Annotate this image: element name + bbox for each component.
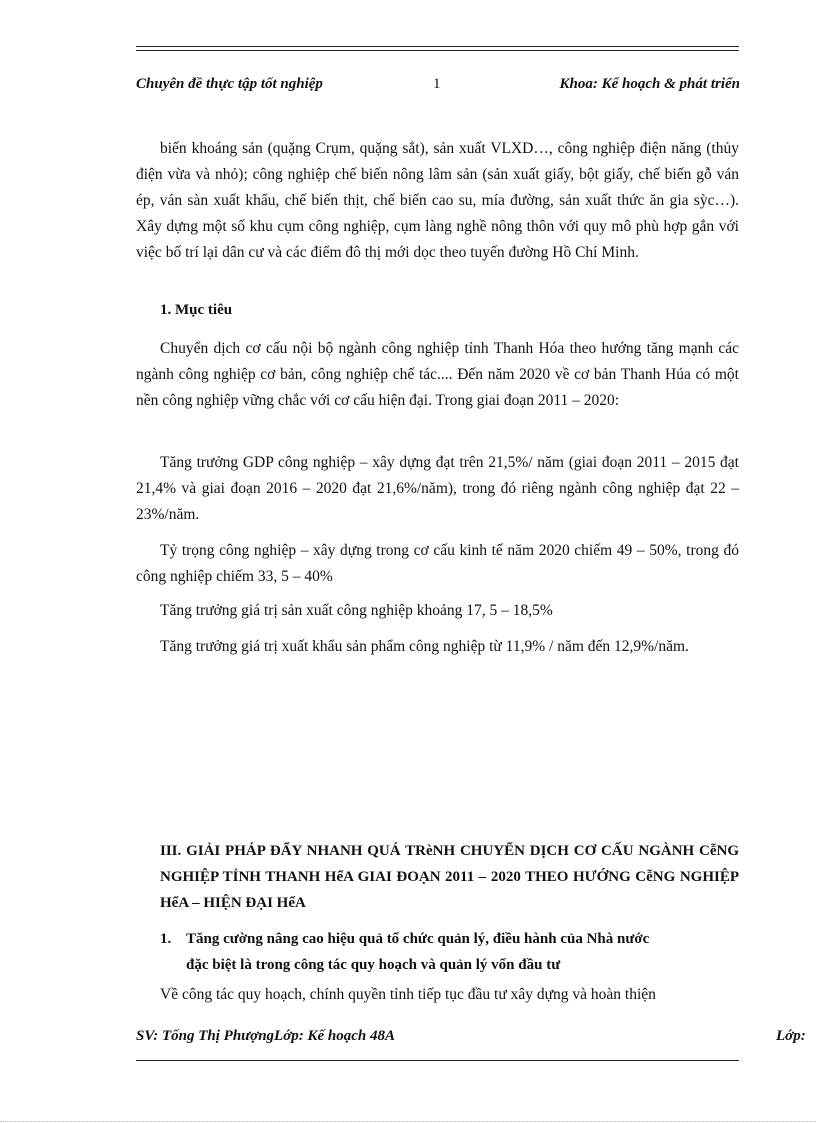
paragraph-6 [136,634,739,660]
subsection-number: 1. [160,931,172,947]
subsection-title-line-2: đặc biệt là trong công tác quy hoạch và quản lý vốn đầu tư [186,957,561,973]
header-rule-thin [136,50,739,51]
paragraph-3 [136,450,739,528]
page-edge-dotted-line [0,1121,816,1122]
header-faculty: Khoa: Kế hoạch & phát triển [559,76,740,92]
header-rule-thick [136,46,739,47]
paragraph-2 [136,336,739,414]
paragraph-4 [136,538,739,590]
section-heading-iii: III. GIẢI PHÁP ĐẨY NHANH QUÁ TRèNH CHUYỂN DỊCH CƠ CẤU NGÀNH CễNG NGHIỆP TỈNH THANH HểA GIAI ĐOẠN 2011 – 2020 THEO HƯỚNG CễNG NGHIỆP HểA – HIỆN ĐẠI HểA [160,843,739,911]
paragraph-1 [136,136,739,266]
paragraph-5-text: Tăng trưởng giá trị sản xuất công nghiệp khoảng 17, 5 – 18,5% [160,602,553,619]
paragraph-4-text: Tỷ trọng công nghiệp – xây dựng trong cơ cấu kinh tế năm 2020 chiếm 49 – 50%, trong đó công nghiệp chiếm 33, 5 – 40% [136,542,739,585]
footer-rule [136,1060,739,1061]
paragraph-1-text: biến khoáng sản (quặng Crụm, quặng sắt), sản xuất VLXD…, công nghiệp điện năng (thủy điện vừa và nhỏ); công nghiệp chế biến nông lâm sản (sản xuất giấy, bột giấy, chế biến gỗ ván ép, ván sàn xuất khẩu, chế biến thịt, chế biến cao su, mía đường, sản xuất thức ăn gia sỳc…). Xây dựng một số khu cụm công nghiệp, cụm làng nghề nông thôn với quy mô phù hợp gắn với việc bố trí lại dân cư và các điểm đô thị mới dọc theo tuyến đường Hồ Chí Minh. [136,140,739,261]
subsection-title-line-1: Tăng cường nâng cao hiệu quả tổ chức quản lý, điều hành của Nhà nước [186,931,650,947]
footer-student: SV: Tống Thị PhượngLớp: Kế hoạch 48A [136,1028,396,1044]
paragraph-7: Về công tác quy hoạch, chính quyền tỉnh tiếp tục đầu tư xây dựng và hoàn thiện [160,986,656,1003]
paragraph-3-text: Tăng trưởng GDP công nghiệp – xây dựng đạt trên 21,5%/ năm (giai đoạn 2011 – 2015 đạt 21,4% và giai đoạn 2016 – 2020 đạt 21,6%/năm), trong đó riêng ngành công nghiệp đạt 22 – 23%/năm. [136,454,739,523]
page-number: 1 [433,76,441,92]
heading-muc-tieu: 1. Mục tiêu [160,302,233,318]
footer-class: Lớp: [776,1028,806,1044]
paragraph-2-text: Chuyển dịch cơ cấu nội bộ ngành công nghiệp tỉnh Thanh Hóa theo hướng tăng mạnh các ngành công nghiệp cơ bản, công nghiệp chế tác.... Đến năm 2020 về cơ bản Thanh Húa có một nền công nghiệp vững chắc với cơ cấu hiện đại. Trong giai đoạn 2011 – 2020: [136,340,739,409]
subsection-heading-line-1 [160,926,739,952]
header-title: Chuyên đề thực tập tốt nghiệp [136,76,323,92]
paragraph-5 [136,598,739,624]
paragraph-6-text: Tăng trưởng giá trị xuất khẩu sản phẩm công nghiệp từ 11,9% / năm đến 12,9%/năm. [160,638,689,655]
subsection-heading-1 [160,926,739,978]
